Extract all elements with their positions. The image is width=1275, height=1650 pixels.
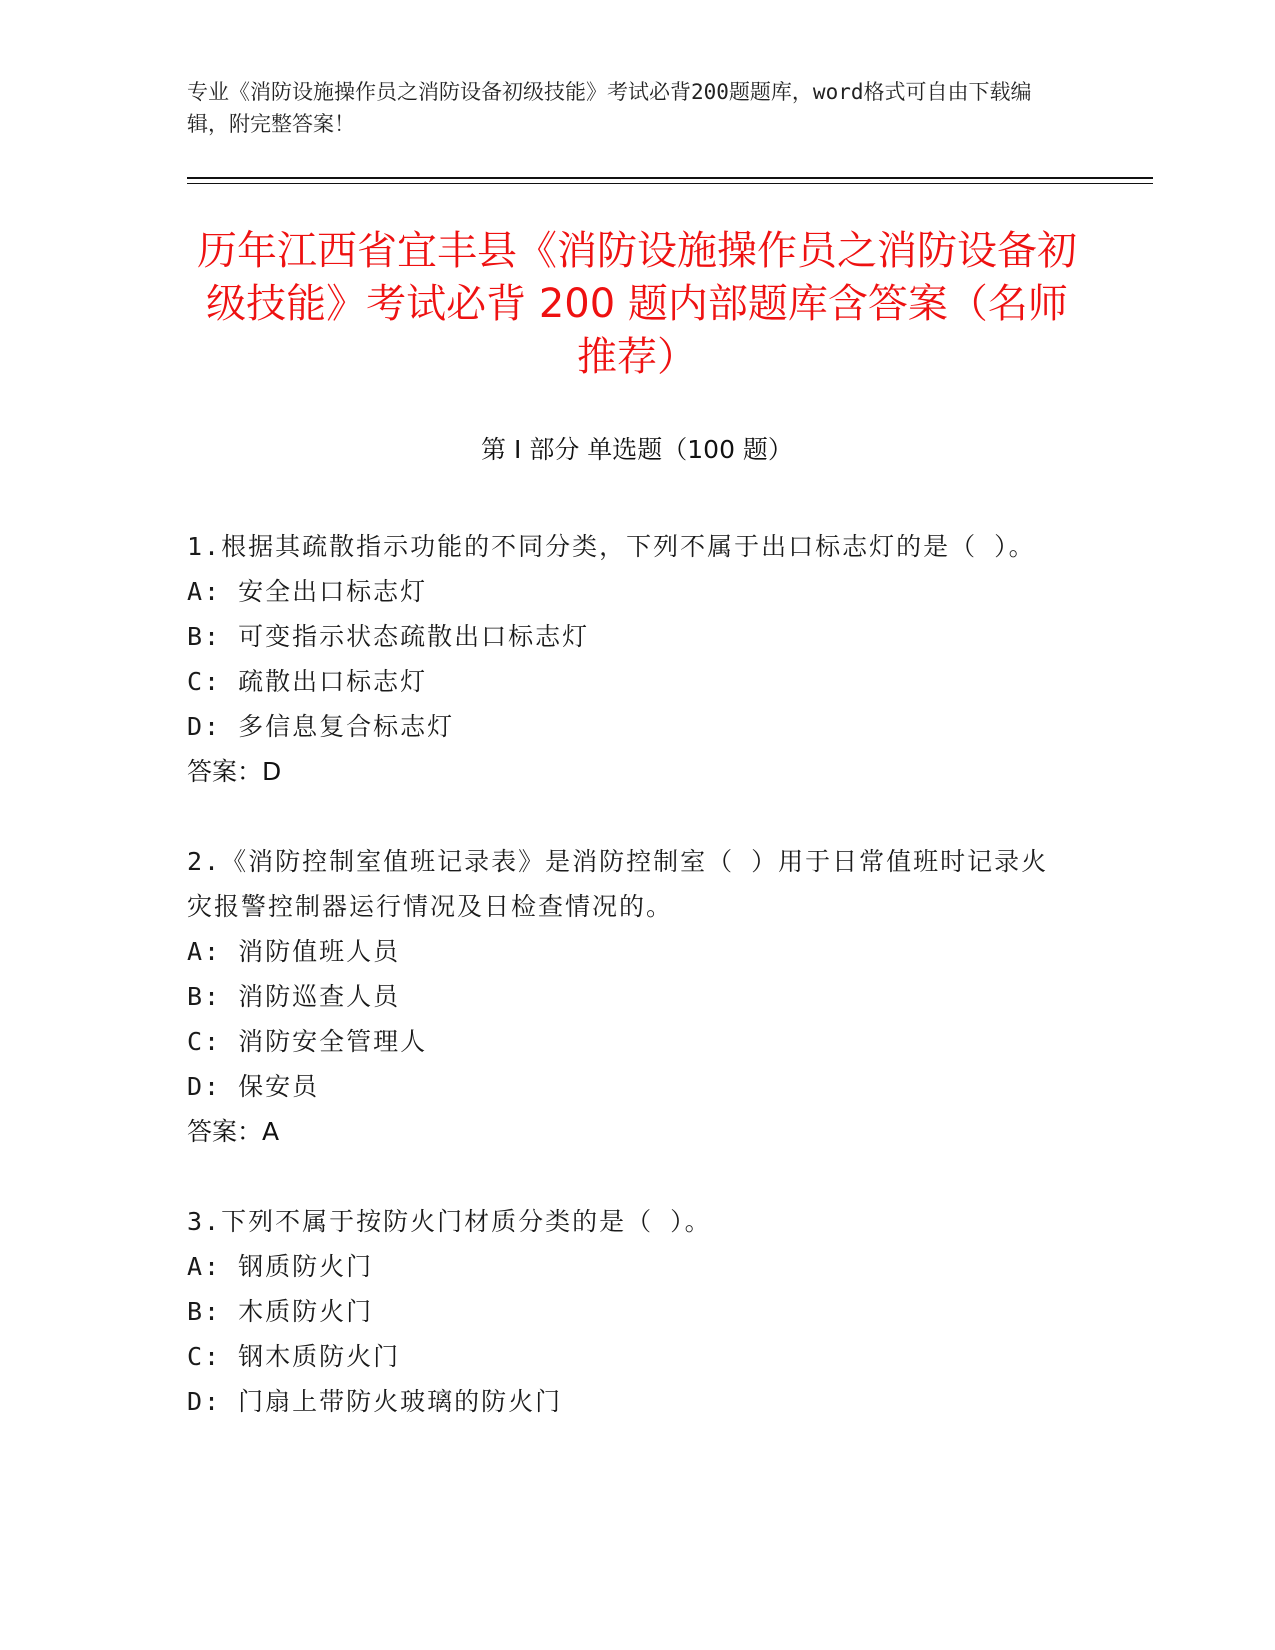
header-note: 专业《消防设施操作员之消防设备初级技能》考试必背200题题库，word格式可自由下载编辑，附完整答案！: [187, 80, 1032, 136]
section-heading: 第 I 部分 单选题（100 题）: [481, 435, 793, 464]
option-c: C: 消防安全管理人: [187, 1027, 428, 1056]
option-c: C: 疏散出口标志灯: [187, 667, 428, 696]
document-title: 历年江西省宜丰县《消防设施操作员之消防设备初级技能》考试必背 200 题内部题库含答案（名师推荐）: [197, 228, 1077, 380]
question-stem: 1.根据其疏散指示功能的不同分类，下列不属于出口标志灯的是（ ）。: [187, 532, 1036, 561]
option-b: B: 木质防火门: [187, 1297, 374, 1326]
question-list: [187, 524, 1067, 1424]
option-a: A: 消防值班人员: [187, 937, 401, 966]
option-a: A: 钢质防火门: [187, 1252, 374, 1281]
answer-line: [187, 1109, 1067, 1154]
answer-label: 答案：: [187, 1117, 263, 1146]
option-d: D: 多信息复合标志灯: [187, 712, 455, 741]
option-b: B: 消防巡查人员: [187, 982, 401, 1011]
question-stem: 2.《消防控制室值班记录表》是消防控制室（ ）用于日常值班时记录火灾报警控制器运行情况及日检查情况的。: [187, 847, 1049, 921]
spacer: [187, 794, 1067, 839]
option-c: C: 钢木质防火门: [187, 1342, 401, 1371]
header-rule-thin: [187, 183, 1153, 184]
option-b: B: 可变指示状态疏散出口标志灯: [187, 622, 590, 651]
option-d: D: 门扇上带防火玻璃的防火门: [187, 1387, 563, 1416]
question-3: [187, 1199, 1067, 1424]
question-2: [187, 839, 1067, 1154]
spacer: [187, 1154, 1067, 1199]
question-1: [187, 524, 1067, 794]
option-d: D: 保安员: [187, 1072, 320, 1101]
answer-line: [187, 749, 1067, 794]
answer-value: D: [262, 757, 282, 786]
header-rule-thick: [187, 177, 1153, 179]
answer-value: A: [262, 1117, 280, 1146]
answer-label: 答案：: [187, 757, 263, 786]
question-stem: 3.下列不属于按防火门材质分类的是（ ）。: [187, 1207, 712, 1236]
option-a: A: 安全出口标志灯: [187, 577, 428, 606]
